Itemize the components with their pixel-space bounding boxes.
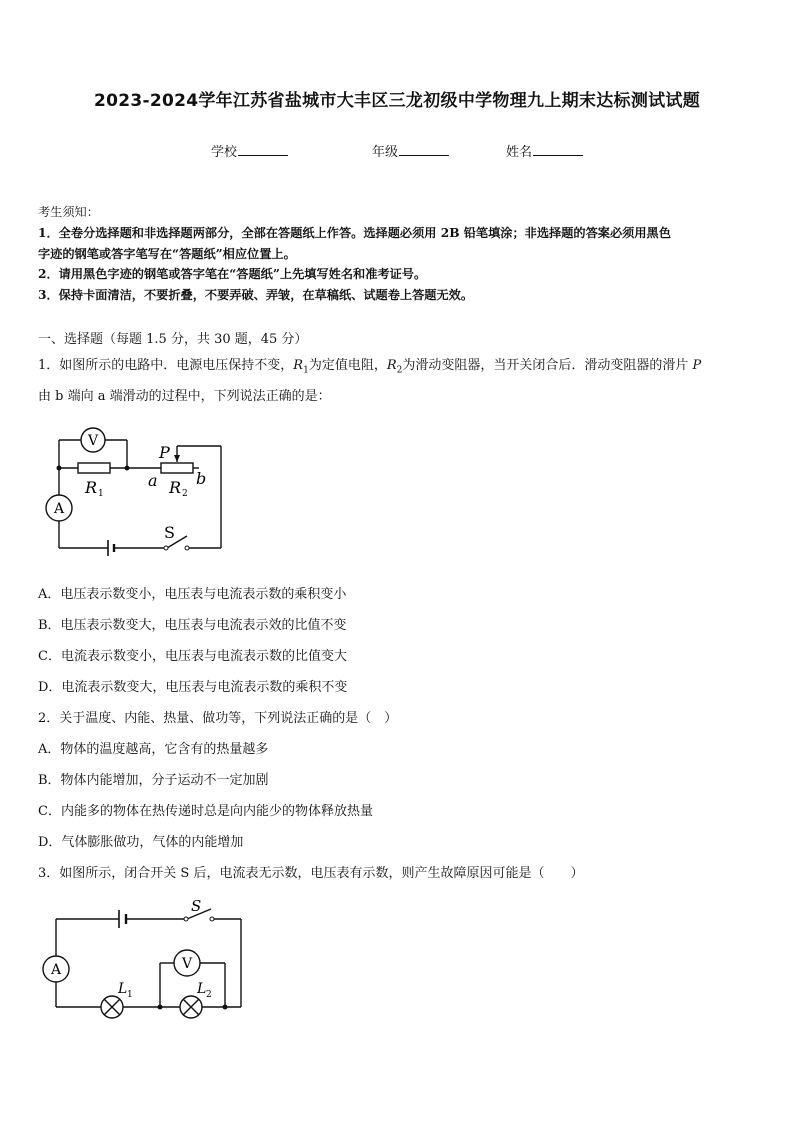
svg-text:2: 2 <box>206 990 212 1000</box>
svg-text:L: L <box>118 981 128 997</box>
q1-circuit-diagram <box>36 418 236 558</box>
svg-text:R: R <box>169 478 182 497</box>
q1-option-d[interactable]: D．电流表示数变大，电压表与电流表示数的乘积不变 <box>38 680 348 695</box>
section-heading: 一、选择题（每题 1.5 分，共 30 题，45 分） <box>38 332 308 347</box>
svg-text:P: P <box>159 443 170 462</box>
q3-stem: 3．如图所示，闭合开关 S 后，电流表无示数，电压表有示数，则产生故障原因可能是（ ） <box>38 866 584 881</box>
notice-line-1a: 1．全卷分选择题和非选择题两部分，全部在答题纸上作答。选择题必须用 2B 铅笔填涂；非选择题的答案必须用黑色 <box>38 226 671 240</box>
svg-text:L: L <box>197 981 207 997</box>
q2-option-d[interactable]: D．气体膨胀做功，气体的内能增加 <box>38 835 244 850</box>
notice-heading: 考生须知： <box>38 205 99 219</box>
q1-stem-line1: 1．如图所示的电路中．电源电压保持不变，$R_1$为定值电阻，$R_2$为滑动变阻器，当开关闭合后．滑动变阻器的滑片 P <box>38 358 702 376</box>
q2-option-a[interactable]: A．物体的温度越高，它含有的热量越多 <box>38 742 269 757</box>
grade-blank[interactable] <box>399 143 449 156</box>
svg-text:V: V <box>87 433 99 449</box>
school-label: 学校 <box>211 145 238 160</box>
name-label: 姓名 <box>506 145 533 160</box>
svg-text:S: S <box>191 897 202 915</box>
q2-stem: 2．关于温度、内能、热量、做功等，下列说法正确的是（ ） <box>38 711 398 726</box>
svg-text:R: R <box>85 478 98 497</box>
svg-text:b: b <box>196 469 207 488</box>
svg-text:A: A <box>53 501 65 517</box>
q2-option-c[interactable]: C．内能多的物体在热传递时总是向内能少的物体释放热量 <box>38 804 373 819</box>
svg-text:1: 1 <box>127 990 133 1000</box>
notice-line-1b: 字迹的钢笔或答字笔写在“答题纸”相应位置上。 <box>38 247 296 261</box>
svg-text:S: S <box>164 523 175 542</box>
svg-text:a: a <box>148 471 158 490</box>
notice-line-2: 2．请用黑色字迹的钢笔或答字笔在“答题纸”上先填写姓名和准考证号。 <box>38 267 427 281</box>
q3-circuit-diagram <box>36 893 246 1025</box>
svg-text:V: V <box>181 956 193 972</box>
q1-r1-resistor <box>78 463 110 473</box>
grade-field[interactable] <box>372 141 449 160</box>
q1-r2-rheostat <box>161 463 193 473</box>
svg-text:1: 1 <box>98 489 104 499</box>
name-blank[interactable] <box>533 143 583 156</box>
svg-text:A: A <box>50 962 62 978</box>
grade-label: 年级 <box>372 145 399 160</box>
q1-stem-line2: 由 b 端向 a 端滑动的过程中，下列说法正确的是： <box>38 389 331 404</box>
school-field[interactable] <box>211 141 288 160</box>
q1-option-c[interactable]: C．电流表示数变小，电压表与电流表示数的比值变大 <box>38 649 347 664</box>
q2-option-b[interactable]: B．物体内能增加，分子运动不一定加剧 <box>38 773 269 788</box>
q1-option-a[interactable]: A．电压表示数变小，电压表与电流表示数的乘积变小 <box>38 587 347 602</box>
name-field[interactable] <box>506 141 583 160</box>
page-title: 2023-2024学年江苏省盐城市大丰区三龙初级中学物理九上期末达标测试试题 <box>93 91 701 111</box>
q1-option-b[interactable]: B．电压表示数变大，电压表与电流表示效的比值不变 <box>38 618 347 633</box>
school-blank[interactable] <box>238 143 288 156</box>
notice-line-3: 3．保持卡面清洁，不要折叠，不要弄破、弄皱，在草稿纸、试题卷上答题无效。 <box>38 288 474 302</box>
svg-text:2: 2 <box>182 489 188 499</box>
